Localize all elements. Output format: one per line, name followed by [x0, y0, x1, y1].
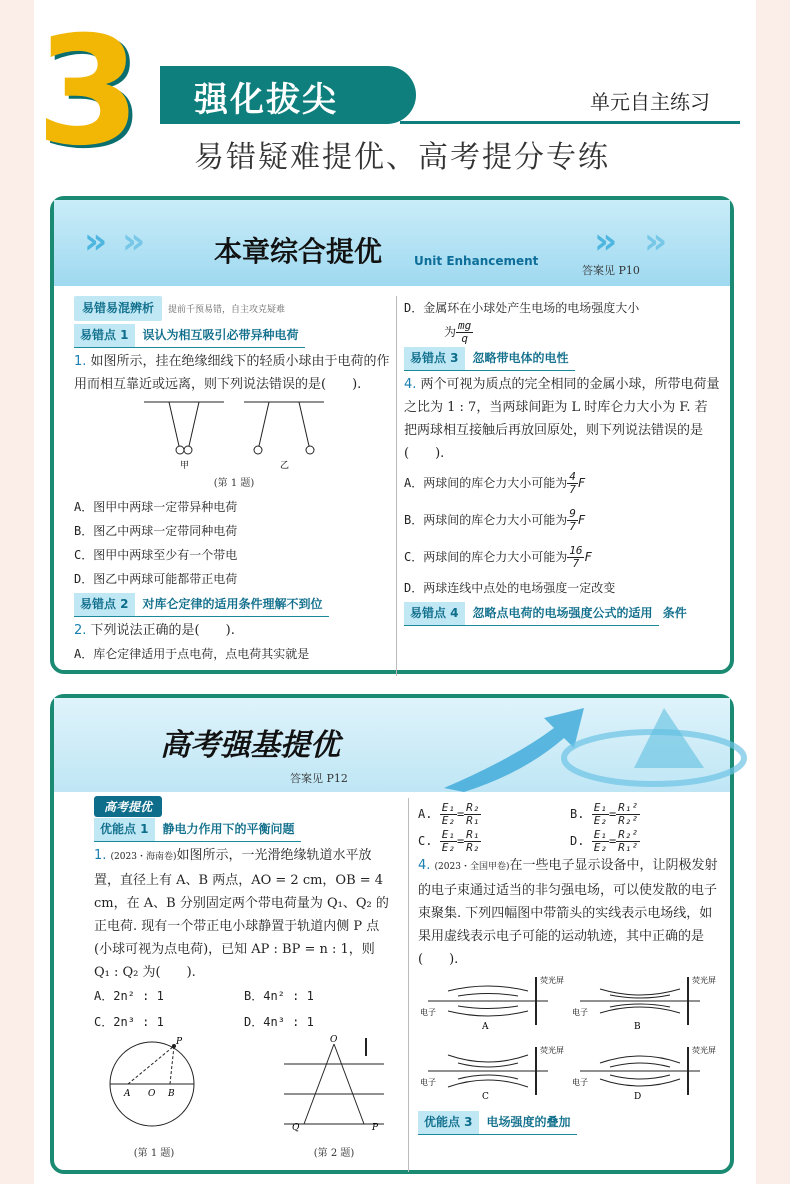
fig-label: 电子 — [572, 1078, 588, 1087]
column-divider — [396, 296, 397, 676]
error-point-2: 易错点 2 对库仑定律的适用条件理解不到位 — [74, 593, 329, 617]
section-subtitle: 易错疑难提优、高考提分专练 — [194, 140, 610, 175]
answer-reference: 答案见 P12 — [290, 772, 348, 785]
error-point-4-cont: 条件 — [662, 606, 687, 620]
unit-label: 单元自主练习 — [590, 90, 710, 114]
error-point-4: 易错点 4 忽略点电荷的电场强度公式的适用 — [404, 602, 659, 626]
figures — [94, 1034, 394, 1165]
title-ribbon — [160, 66, 416, 124]
option: C．两球间的库仑力大小可能为 $\frac{16}{7}$ F — [404, 544, 592, 570]
key-point-3: 优能点 3 电场强度的叠加 — [418, 1111, 577, 1135]
option-continued: 为 $\frac{mg}{q}$ — [444, 319, 472, 345]
figure-caption: (第 1 题) — [133, 1148, 175, 1159]
option: A．两球间的库仑力大小可能为 $\frac{4}{7}$ F — [404, 470, 586, 496]
beam-figure-a — [418, 971, 564, 1032]
option: C. $\frac{\text{E₁}}{\text{E₂}}$ = $\frac{\text{R₁}}{\text{R₂}}$ — [418, 828, 480, 854]
option: B. $\frac{\text{E₁}}{\text{E₂}}$ = $\frac{\text{R₁²}}{\text{R₂²}}$ — [570, 801, 639, 827]
fig-label: A — [482, 1022, 489, 1032]
beam-figure-b — [570, 971, 716, 1032]
section-title: 强化拔尖 — [194, 80, 338, 120]
fig-label: 甲 — [180, 461, 190, 471]
section-label: 高考提优 — [94, 796, 162, 817]
question-2: 2. 下列说法正确的是( ). — [74, 623, 235, 638]
answer-reference: 答案见 P10 — [582, 264, 640, 277]
q3-options — [418, 802, 722, 854]
electron-beam-figures — [418, 971, 722, 1109]
fig-label: 荧光屏 — [540, 1046, 564, 1055]
fig-label: O — [330, 1035, 338, 1045]
option: A．库仑定律适用于点电荷，点电荷其实就是 — [74, 647, 310, 661]
gaokao-enhancement-panel — [50, 694, 734, 1174]
right-column — [404, 296, 720, 628]
panel-title: 本章综合提优 — [214, 235, 383, 268]
beam-figure-d — [570, 1041, 716, 1102]
figure-caption: (第 1 题) — [213, 478, 255, 489]
field-lines-figure — [274, 1034, 394, 1134]
pendulum-figure — [134, 398, 334, 470]
arrow-swoosh-icon — [434, 698, 734, 792]
column-divider — [408, 798, 409, 1172]
left-column — [74, 296, 394, 666]
fig-label: P — [176, 1037, 183, 1047]
chevron-decoration-icon: » — [644, 221, 668, 262]
option: D．图乙中两球可能都带正电荷 — [74, 572, 238, 586]
error-point-1: 易错点 1 误认为相互吸引必带异种电荷 — [74, 324, 305, 348]
fig-label: 电子 — [420, 1078, 436, 1087]
right-column — [418, 802, 722, 1137]
fig-label: 电子 — [572, 1008, 588, 1017]
options-grid — [94, 984, 394, 1034]
chevron-decoration-icon: » — [594, 221, 618, 262]
error-point-3: 易错点 3 忽略带电体的电性 — [404, 347, 575, 371]
divider — [400, 121, 740, 124]
option: D．两球连线中点处的电场强度一定改变 — [404, 581, 616, 595]
option: B．4n² : 1 — [244, 989, 314, 1003]
option: C．图甲中两球至少有一个带电 — [74, 548, 238, 562]
fig-label: B — [168, 1089, 175, 1099]
option: C．2n³ : 1 — [94, 1015, 164, 1029]
figure-caption: (第 2 题) — [313, 1148, 355, 1159]
section-note: 提前千预易错，自主攻克疑难 — [168, 305, 286, 315]
fig-label: 荧光屏 — [540, 976, 564, 985]
panel-banner — [54, 200, 730, 286]
fig-label: 电子 — [420, 1008, 436, 1017]
question-4: 4. 两个可视为质点的完全相同的金属小球，所带电荷量之比为 1 : 7，当两球间距为 L 时库仑力大小为 F. 若把两球相互接触后再放回原处，则下列说法错误的是( ). — [404, 377, 720, 461]
fig-label: A — [124, 1089, 131, 1099]
fig-label: O — [148, 1089, 156, 1099]
option: D．4n³ : 1 — [244, 1015, 314, 1029]
option: B．两球间的库仑力大小可能为 $\frac{9}{7}$ F — [404, 507, 586, 533]
fig-label: C — [482, 1092, 489, 1102]
circle-track-figure — [94, 1034, 214, 1134]
option: A．图甲中两球一定带异种电荷 — [74, 500, 238, 514]
fig-label: B — [634, 1022, 641, 1032]
question-1: 1. 如图所示，挂在绝缘细线下的轻质小球由于电荷的作用而相互靠近或远离，则下列说法错误的是( ). — [74, 354, 390, 392]
option: B．图乙中两球一定带同种电荷 — [74, 524, 238, 538]
fig-label: 荧光屏 — [692, 1046, 716, 1055]
left-column — [94, 816, 394, 1165]
fig-label: 乙 — [280, 461, 290, 471]
fig-label: 荧光屏 — [692, 976, 716, 985]
panel-title: 高考强基提优 — [160, 728, 340, 763]
panel-banner — [54, 698, 730, 792]
option: D. $\frac{\text{E₁}}{\text{E₂}}$ = $\frac{\text{R₂²}}{\text{R₁²}}$ — [570, 828, 639, 854]
chevron-decoration-icon: » — [84, 221, 108, 262]
section-label: 易错易混辨析 — [74, 296, 162, 321]
chevron-decoration-icon: » — [122, 221, 146, 262]
option: A. $\frac{\text{E₁}}{\text{E₂}}$ = $\frac{\text{R₂}}{\text{R₁}}$ — [418, 801, 480, 827]
fig-label: P — [372, 1123, 379, 1133]
option: D．金属环在小球处产生电场的电场强度大小 — [404, 301, 640, 315]
beam-figure-c — [418, 1041, 564, 1102]
question-1: 1. (2023・海南卷)如图所示，一光滑绝缘轨道水平放置，直径上有 A、B 两点，AO = 2 cm，OB = 4 cm，在 A、B 分别固定两个带电荷量为 Q₁、Q₂ 的正电荷. 现有一个带正电小球静置于轨道内侧 P 点(小球可视为点电荷)，已知 AP : BP = n : 1，则 Q₁ : Q₂ 为( ). — [94, 848, 389, 980]
fig-label: Q — [292, 1123, 300, 1133]
key-point-1: 优能点 1 静电力作用下的平衡问题 — [94, 818, 301, 842]
panel-title-en: Unit Enhancement — [414, 254, 539, 268]
section-number: 3 — [36, 5, 141, 179]
fraction: $\frac{mg}{q}$ — [458, 319, 472, 345]
question-4: 4. (2023・全国甲卷)在一些电子显示设备中，让阴极发射的电子束通过适当的非匀强电场，可以使发散的电子束聚集. 下列四幅图中带箭头的实线表示电场线，如果用虚线表示电子可能的运动轨迹，其中正确的是( ). — [418, 858, 718, 967]
fig-label: D — [634, 1092, 642, 1102]
option: A．2n² : 1 — [94, 989, 164, 1003]
chapter-enhancement-panel — [50, 196, 734, 674]
